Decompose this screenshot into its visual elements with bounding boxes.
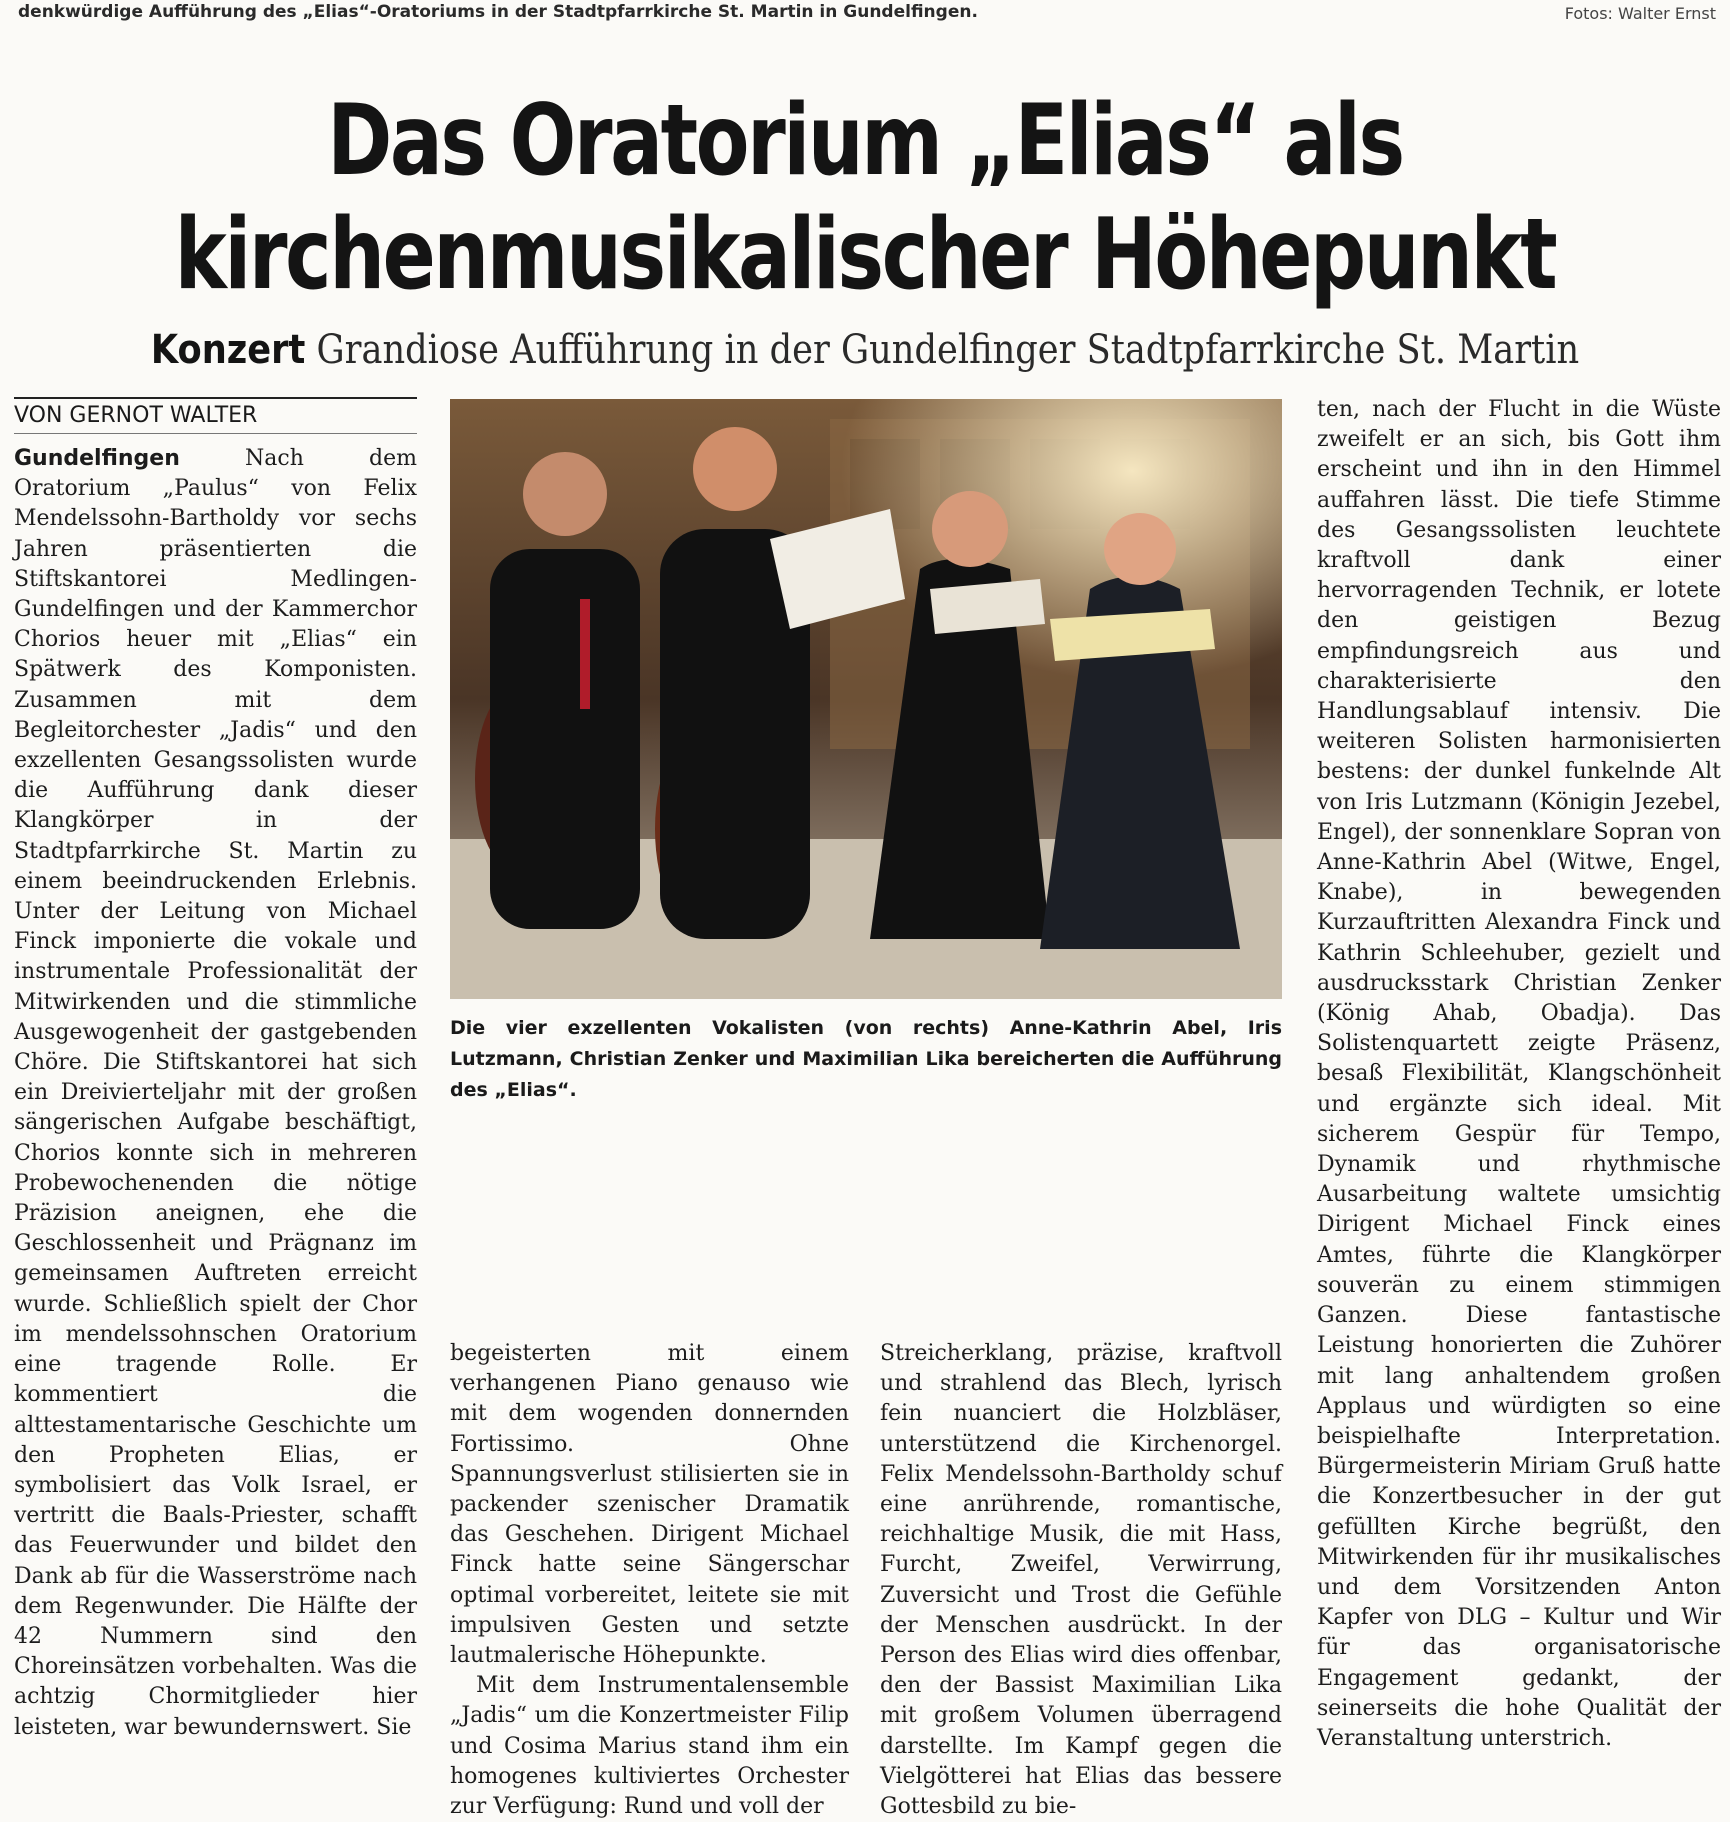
concert-photo-illustration [450, 399, 1282, 999]
paragraph [14, 444, 417, 1743]
photo-caption: Die vier exzellenten Vokalisten (von rechts) Anne-Kathrin Abel, Iris Lutzmann, Christian Zenker und Maximilian Lika bereicherten die Aufführung des „Elias“. [450, 1017, 1282, 1101]
subheadline-row [104, 324, 1626, 376]
article-column-3 [880, 1339, 1282, 1822]
photo-credit: Fotos: Walter Ernst [1564, 4, 1716, 23]
top-caption-strip [0, 0, 1730, 26]
byline: VON GERNOT WALTER [14, 397, 417, 434]
paragraph: ten, nach der Flucht in die Wüste zweifelt er an sich, bis Gott ihm erscheint und ihn in den Himmel auffahren lässt. Die tiefe Stimme des Gesangssolisten leuchtete kraftvoll dank einer hervorragenden Technik, er lotete den geistigen Bezug empfindungsreich aus und charakterisierte den Handlungsablauf intensiv. Die weiteren Solisten harmonisierten bestens: der dunkel funkelnde Alt von Iris Lutzmann (Königin Jezebel, Engel), der sonnenklare Sopran von Anne-Kathrin Abel (Witwe, Engel, Knabe), in bewegenden Kurzauftritten Alexandra Finck und Kathrin Schleehuber, gezielt und ausdrucksstark Christian Zenker (König Ahab, Obadja). Das Solistenquartett zeigte Präsenz, besaß Flexibilität, Klangschönheit und ergänzte sich ideal. Mit sicherem Gespür für Tempo, Dynamik und rhythmische Ausarbeitung waltete umsichtig Dirigent Michael Finck eines Amtes, führte die Klangkörper souverän zu einem stimmigen Ganzen. Diese fantastische Leistung honorierten die Zuhörer mit lang anhaltendem großen Applaus und würdigten so eine beispielhafte Interpretation. Bürgermeisterin Miriam Gruß hatte die Konzertbesucher in der gut gefüllten Kirche begrüßt, den Mitwirkenden für ihr musikalisches und dem Vorsitzenden Anton Kapfer von DLG – Kultur und Wir für das organisatorische Engagement gedankt, der seinerseits die hohe Qualität der Veranstaltung unterstrich. [1317, 397, 1721, 1751]
article-column-4 [1317, 395, 1721, 1754]
article-column-2 [450, 1339, 849, 1822]
paragraph: Streicherklang, präzise, kraftvoll und strahlend das Blech, lyrisch fein nuanciert die Holzbläser, unterstützend die Kirchenorgel. Felix Mendelssohn-Bartholdy schuf eine anrührende, romantische, reichhaltige Musik, die mit Hass, Furcht, Zweifel, Verwirrung, Zuversicht und Trost die Gefühle der Menschen ausdrückt. In der Person des Elias wird dies offenbar, den der Bassist Maximilian Lika mit großem Volumen überragend darstellte. Im Kampf gegen die Vielgötterei hat Elias das bessere Gottesbild zu bie- [880, 1341, 1282, 1820]
article-column-1 [14, 444, 417, 1743]
kicker: Konzert [150, 327, 306, 373]
headline-line-1: Das Oratorium „Elias“ als [327, 84, 1403, 198]
concert-photo [450, 399, 1282, 999]
paragraph: Mit dem Instrumentalensemble „Jadis“ um die Konzertmeister Filip und Cosima Marius stand ihm ein homogenes kultiviertes Orchester zur Verfügung: Rund und voll der [450, 1673, 849, 1820]
headline-line-2: kirchenmusikalischer Höhepunkt [174, 198, 1556, 312]
paragraph-text: Nach dem Oratorium „Paulus“ von Felix Mendelssohn-Bartholdy vor sechs Jahren präsentierten die Stiftskantorei Medlingen-Gundelfingen und der Kammerchor Chorios heuer mit „Elias“ ein Spätwerk des Komponisten. Zusammen mit dem Begleitorchester „Jadis“ und den exzellenten Gesangssolisten wurde die Aufführung dank dieser Klangkörper in der Stadtpfarrkirche St. Martin zu einem beeindruckenden Erlebnis. Unter der Leitung von Michael Finck imponierte die vokale und instrumentale Professionalität der Mitwirkenden und die stimmliche Ausgewogenheit der gastgebenden Chöre. Die Stiftskantorei hat sich ein Dreivierteljahr mit der großen sängerischen Aufgabe beschäftigt, Chorios konnte sich in mehreren Probewochenenden die nötige Präzision aneignen, ehe die Geschlossenheit und Prägnanz im gemeinsamen Auftreten erreicht wurde. Schließlich spielt der Chor im mendelssohnschen Oratorium eine tragende Rolle. Er kommentiert die alttestamentarische Geschichte um den Propheten Elias, er symbolisiert das Volk Israel, er vertritt die Baals-Priester, schafft das Feuerwunder und bildet den Dank ab für die Wasserströme nach dem Regenwunder. Die Hälfte der 42 Nummern sind den Choreinsätzen vorbehalten. Was die achtzig Chormitglieder hier leisteten, war bewundernswert. Sie [14, 446, 417, 1740]
previous-photo-caption: denkwürdige Aufführung des „Elias“-Oratoriums in der Stadtpfarrkirche St. Martin in Gundelfingen. [18, 2, 978, 22]
dateline: Gundelfingen [14, 446, 180, 471]
subheadline: Grandiose Aufführung in der Gundelfinger Stadtpfarrkirche St. Martin [316, 327, 1580, 373]
paragraph: begeisterten mit einem verhangenen Piano genauso wie mit dem wogenden donnernden Fortissimo. Ohne Spannungsverlust stilisierten sie in packender szenischer Dramatik das Geschehen. Dirigent Michael Finck hatte seine Sängerschar optimal vorbereitet, leitete sie mit impulsiven Gesten und setzte lautmalerische Höhepunkte. [450, 1341, 849, 1669]
headline [173, 84, 1557, 312]
